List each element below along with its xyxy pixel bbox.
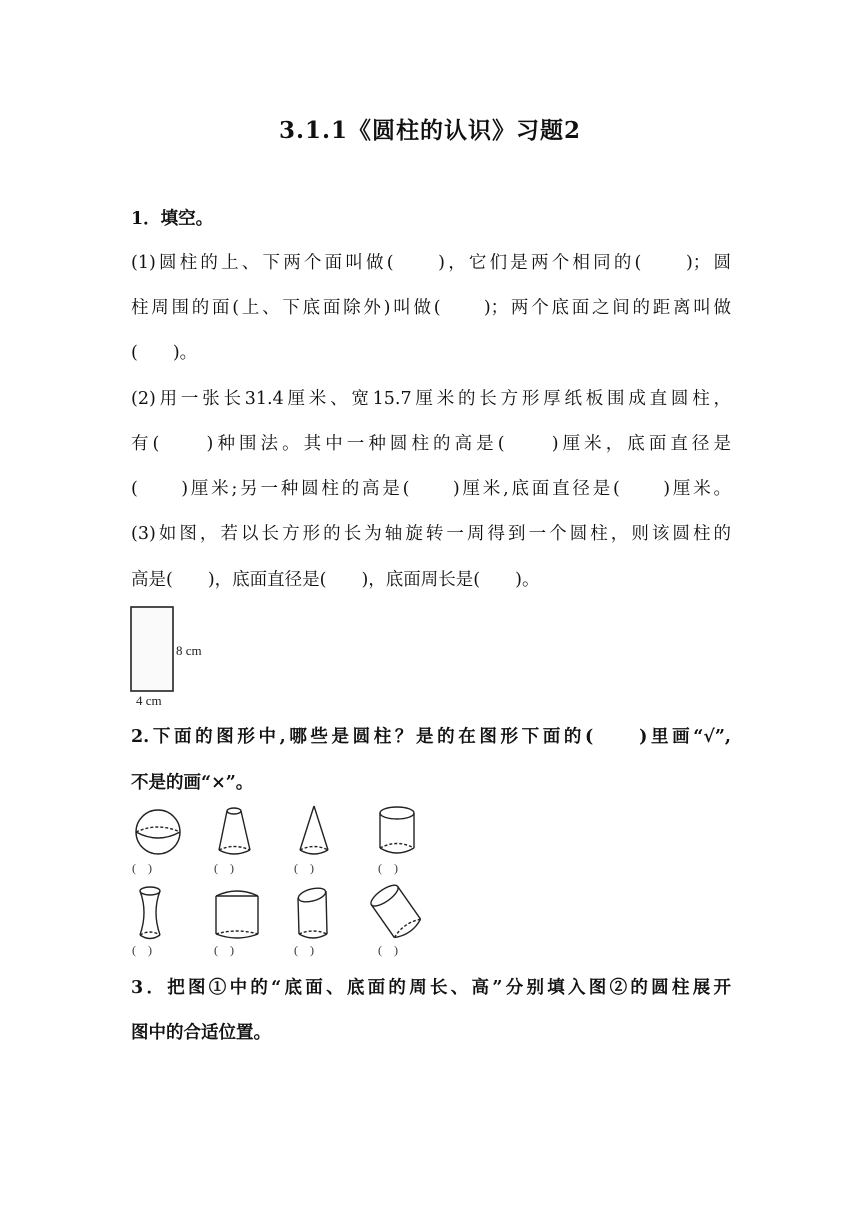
q1-part2-line1: (2)用一张长31.4厘米、宽15.7厘米的长方形厚纸板围成直圆柱， [131,389,731,409]
answer-paren[interactable]: ( ) [214,861,234,875]
q1-part1-line1: (1)圆柱的上、下两个面叫做( )，它们是两个相同的( )；圆 [131,253,731,273]
frustum-shape [219,808,250,854]
answer-paren[interactable]: ( ) [378,943,398,957]
cylinder-shape [380,807,414,853]
cone-shape [300,806,328,854]
height-label: 8 cm [176,643,202,658]
answer-paren[interactable]: ( ) [294,943,314,957]
rectangle-figure [128,604,238,708]
sphere-shape [136,810,180,854]
q1-part1-line2: 柱周围的面(上、下底面除外)叫做( )；两个底面之间的距离叫做 [131,298,731,318]
answer-paren[interactable]: ( ) [294,861,314,875]
q1-part3-line2: 高是( )，底面直径是( )，底面周长是( )。 [131,570,540,590]
q1-part1-line3: ( )。 [131,343,198,363]
q2-line1: 2.下面的图形中,哪些是圆柱？是的在图形下面的( )里画“√”, [131,727,731,747]
q3-line1: 3．把图①中的“底面、底面的周长、高”分别填入图②的圆柱展开 [131,978,731,998]
q1-heading: 1．填空。 [131,209,214,229]
flat-top-cylinder-shape [216,891,258,938]
q1-part3-line1: (3)如图，若以长方形的长为轴旋转一周得到一个圆柱，则该圆柱的 [131,524,731,544]
q3-line2: 图中的合适位置。 [131,1023,271,1043]
answer-paren[interactable]: ( ) [214,943,234,957]
q2-line2: 不是的画“×”。 [131,773,254,793]
answer-paren[interactable]: ( ) [132,943,152,957]
page-title: 3.1.1《圆柱的认识》习题2 [278,117,582,144]
width-label: 4 cm [136,693,162,708]
q1-part2-line2: 有( )种围法。其中一种圆柱的高是( )厘米，底面直径是 [131,434,731,454]
concave-cylinder-shape [140,887,160,939]
q1-part2-line3: ( )厘米;另一种圆柱的高是( )厘米,底面直径是( )厘米。 [131,479,731,499]
shapes-figure [126,800,426,964]
slanted-cylinder-shape [297,886,327,938]
answer-paren[interactable]: ( ) [378,861,398,875]
answer-paren[interactable]: ( ) [132,861,152,875]
tilted-cylinder-shape [368,882,423,941]
